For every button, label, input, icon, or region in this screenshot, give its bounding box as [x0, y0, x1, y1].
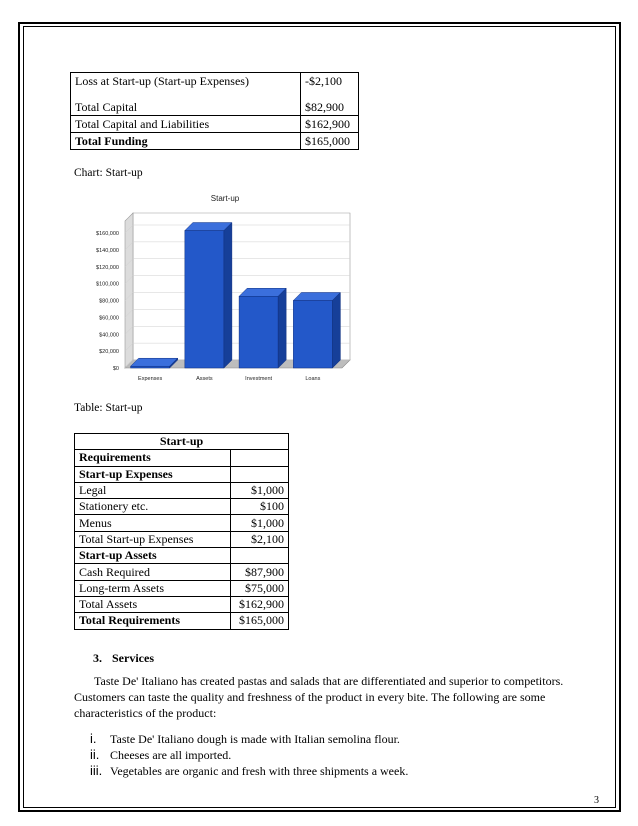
assets-header: Start-up Assets — [75, 548, 231, 564]
expense-value: $100 — [231, 499, 289, 515]
asset-label: Cash Required — [75, 564, 231, 580]
funding-value: $162,900 — [301, 116, 359, 133]
x-tick-label: Loans — [305, 376, 321, 382]
list-item — [90, 747, 408, 763]
services-paragraph: Taste De' Italiano has created pastas and salads that are differentiated and superior to competitors. Customers can taste the quality and freshness of the product in every bite. The following are some characteristics of the product: — [74, 674, 564, 720]
expense-label: Legal — [75, 482, 231, 498]
asset-label: Long-term Assets — [75, 580, 231, 596]
characteristics-list — [90, 731, 408, 779]
table-row — [75, 482, 289, 498]
bar — [239, 296, 278, 368]
empty-cell — [231, 450, 289, 466]
bar — [131, 366, 170, 368]
list-numeral: i. — [90, 731, 97, 746]
table-row — [71, 133, 359, 150]
bar-side — [278, 288, 286, 368]
x-tick-label: Investment — [245, 376, 273, 382]
asset-label: Total Assets — [75, 596, 231, 612]
funding-value: $82,900 — [301, 99, 359, 116]
list-text: Vegetables are organic and fresh with three shipments a week. — [110, 764, 409, 778]
table-row — [75, 450, 289, 466]
expense-label: Menus — [75, 515, 231, 531]
empty-cell — [231, 466, 289, 482]
table-row — [71, 73, 359, 90]
total-requirements-value: $165,000 — [231, 613, 289, 629]
table-row — [75, 515, 289, 531]
y-tick-label: $100,000 — [96, 281, 119, 288]
expense-value: $1,000 — [231, 515, 289, 531]
list-item — [90, 731, 408, 747]
list-text: Cheeses are all imported. — [110, 748, 232, 762]
chart-title: Start-up — [210, 194, 240, 203]
list-item — [90, 763, 408, 779]
bar-side — [224, 223, 232, 368]
table-row — [75, 434, 289, 450]
list-numeral: ii. — [90, 747, 100, 762]
asset-value: $162,900 — [231, 596, 289, 612]
expenses-header: Start-up Expenses — [75, 466, 231, 482]
table-row — [75, 499, 289, 515]
funding-label: Total Capital and Liabilities — [71, 116, 301, 133]
funding-label-total: Total Funding — [71, 133, 301, 150]
table-row — [75, 613, 289, 629]
startup-chart — [80, 188, 370, 388]
funding-label: Total Capital — [71, 99, 301, 116]
empty-cell — [231, 548, 289, 564]
y-tick-label: $60,000 — [99, 315, 119, 322]
bar-side — [332, 293, 340, 369]
table-row — [71, 116, 359, 133]
table-row — [75, 580, 289, 596]
table-row — [75, 531, 289, 547]
y-tick-label: $20,000 — [99, 349, 119, 356]
table-row — [75, 564, 289, 580]
bar — [185, 231, 224, 368]
page-number: 3 — [594, 795, 599, 806]
funding-value-total: $165,000 — [301, 133, 359, 150]
expense-label: Stationery etc. — [75, 499, 231, 515]
startup-table — [74, 433, 289, 630]
expense-value: $1,000 — [231, 482, 289, 498]
table-row — [75, 548, 289, 564]
x-tick-label: Expenses — [138, 376, 163, 382]
y-tick-label: $80,000 — [99, 298, 119, 305]
chart-caption: Chart: Start-up — [74, 167, 143, 179]
requirements-label: Requirements — [75, 450, 231, 466]
y-tick-label: $120,000 — [96, 264, 119, 271]
startup-table-title: Start-up — [75, 434, 289, 450]
table-row — [75, 466, 289, 482]
bar — [293, 301, 332, 369]
funding-value: -$2,100 — [301, 73, 359, 90]
asset-value: $75,000 — [231, 580, 289, 596]
funding-label: Loss at Start-up (Start-up Expenses) — [71, 73, 301, 90]
expense-label: Total Start-up Expenses — [75, 531, 231, 547]
chart-side-wall — [125, 213, 133, 368]
funding-table — [70, 72, 359, 150]
table-row — [75, 596, 289, 612]
x-tick-label: Assets — [196, 376, 213, 382]
y-tick-label: $0 — [112, 366, 119, 372]
y-tick-label: $40,000 — [99, 332, 119, 339]
y-tick-label: $160,000 — [96, 231, 119, 237]
table-spacer — [71, 89, 359, 99]
list-numeral: iii. — [90, 763, 103, 778]
table-caption: Table: Start-up — [74, 402, 143, 414]
expense-value: $2,100 — [231, 531, 289, 547]
section-title: Services — [112, 651, 154, 665]
section-heading — [93, 651, 154, 666]
y-tick-label: $140,000 — [96, 247, 119, 254]
list-text: Taste De' Italiano dough is made with Italian semolina flour. — [110, 732, 400, 746]
section-number: 3. — [93, 651, 102, 665]
table-row — [71, 99, 359, 116]
asset-value: $87,900 — [231, 564, 289, 580]
total-requirements-label: Total Requirements — [75, 613, 231, 629]
